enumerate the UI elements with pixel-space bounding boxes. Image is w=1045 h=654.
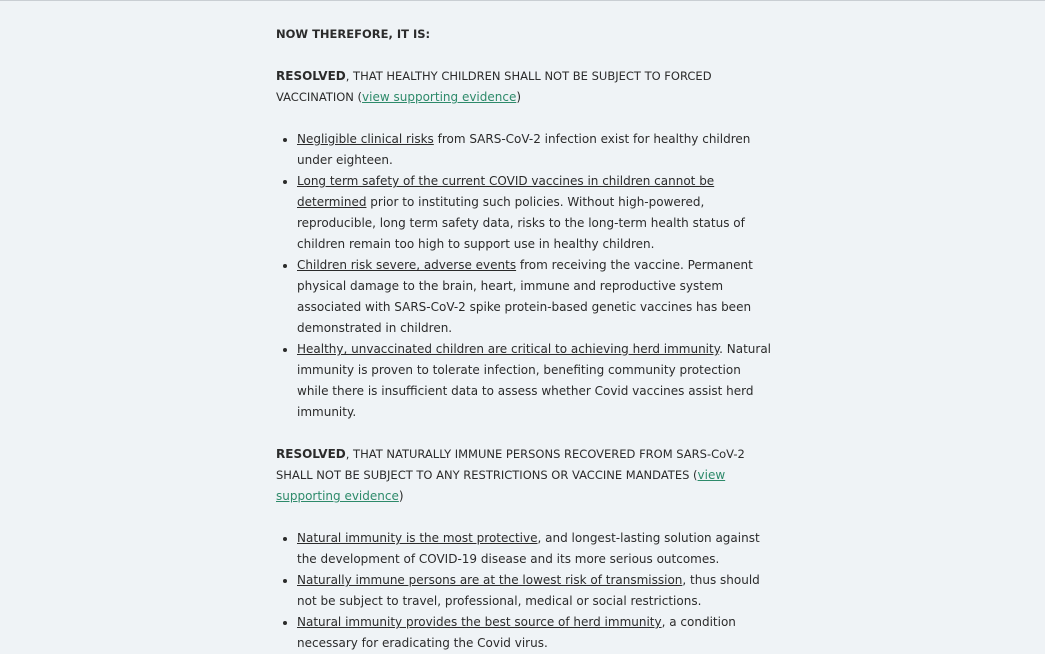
point-link[interactable]: Children risk severe, adverse events [297,258,517,272]
resolution-2-points [276,528,776,654]
point-link[interactable]: Negligible clinical risks [297,132,434,146]
view-evidence-link[interactable]: view supporting evidence [276,468,726,503]
resolution-1-points [276,129,776,423]
point-link[interactable]: Long term safety of the current COVID vaccines in children cannot be determined [297,174,715,209]
view-evidence-link[interactable]: view supporting evidence [362,90,517,104]
list-item [297,171,776,255]
resolution-close: ) [516,90,522,104]
point-link[interactable]: Natural immunity is the most protective [297,531,538,545]
resolution-close: ) [398,489,404,503]
point-text: . Natural immunity is proven to tolerate infection, benefiting community protection while there is insufficient data to assess whether Covid vaccines assist herd immunity. [297,342,771,419]
point-text: from receiving the vaccine. Permanent physical damage to the brain, heart, immune and reproductive system associated with SARS-CoV-2 spike protein-based genetic vaccines has been demonstrated in children. [297,258,753,335]
list-item [297,129,776,171]
point-text: , thus should not be subject to travel, professional, medical or social restrictions. [297,573,760,608]
list-item [297,612,776,654]
point-text: prior to instituting such policies. Without high-powered, reproducible, long term safety data, risks to the long-term health status of children remain too high to support use in healthy children. [297,195,745,251]
list-item [297,255,776,339]
section-heading: NOW THEREFORE, IT IS: [276,27,431,41]
list-item [297,570,776,612]
point-text: , a condition necessary for eradicating the Covid virus. [297,615,736,650]
top-border [0,0,1045,1]
resolution-1 [276,66,776,108]
resolution-text: , THAT HEALTHY CHILDREN SHALL NOT BE SUBJECT TO FORCED VACCINATION ( [276,69,712,104]
resolution-text: , THAT NATURALLY IMMUNE PERSONS RECOVERED FROM SARS-CoV-2 SHALL NOT BE SUBJECT TO ANY RESTRICTIONS OR VACCINE MANDATES ( [276,447,745,482]
resolved-label: RESOLVED [276,69,346,83]
list-item [297,339,776,423]
point-link[interactable]: Naturally immune persons are at the lowest risk of transmission [297,573,683,587]
point-text: from SARS-CoV-2 infection exist for healthy children under eighteen. [297,132,751,167]
document-body [276,24,776,654]
list-item [297,528,776,570]
spacer [276,45,776,66]
resolved-label: RESOLVED [276,447,346,461]
spacer [276,507,776,528]
point-link[interactable]: Natural immunity provides the best source of herd immunity [297,615,662,629]
resolution-2 [276,444,776,507]
point-text: , and longest-lasting solution against the development of COVID-19 disease and its more serious outcomes. [297,531,760,566]
spacer [276,108,776,129]
point-link[interactable]: Healthy, unvaccinated children are critical to achieving herd immunity [297,342,720,356]
spacer [276,423,776,444]
